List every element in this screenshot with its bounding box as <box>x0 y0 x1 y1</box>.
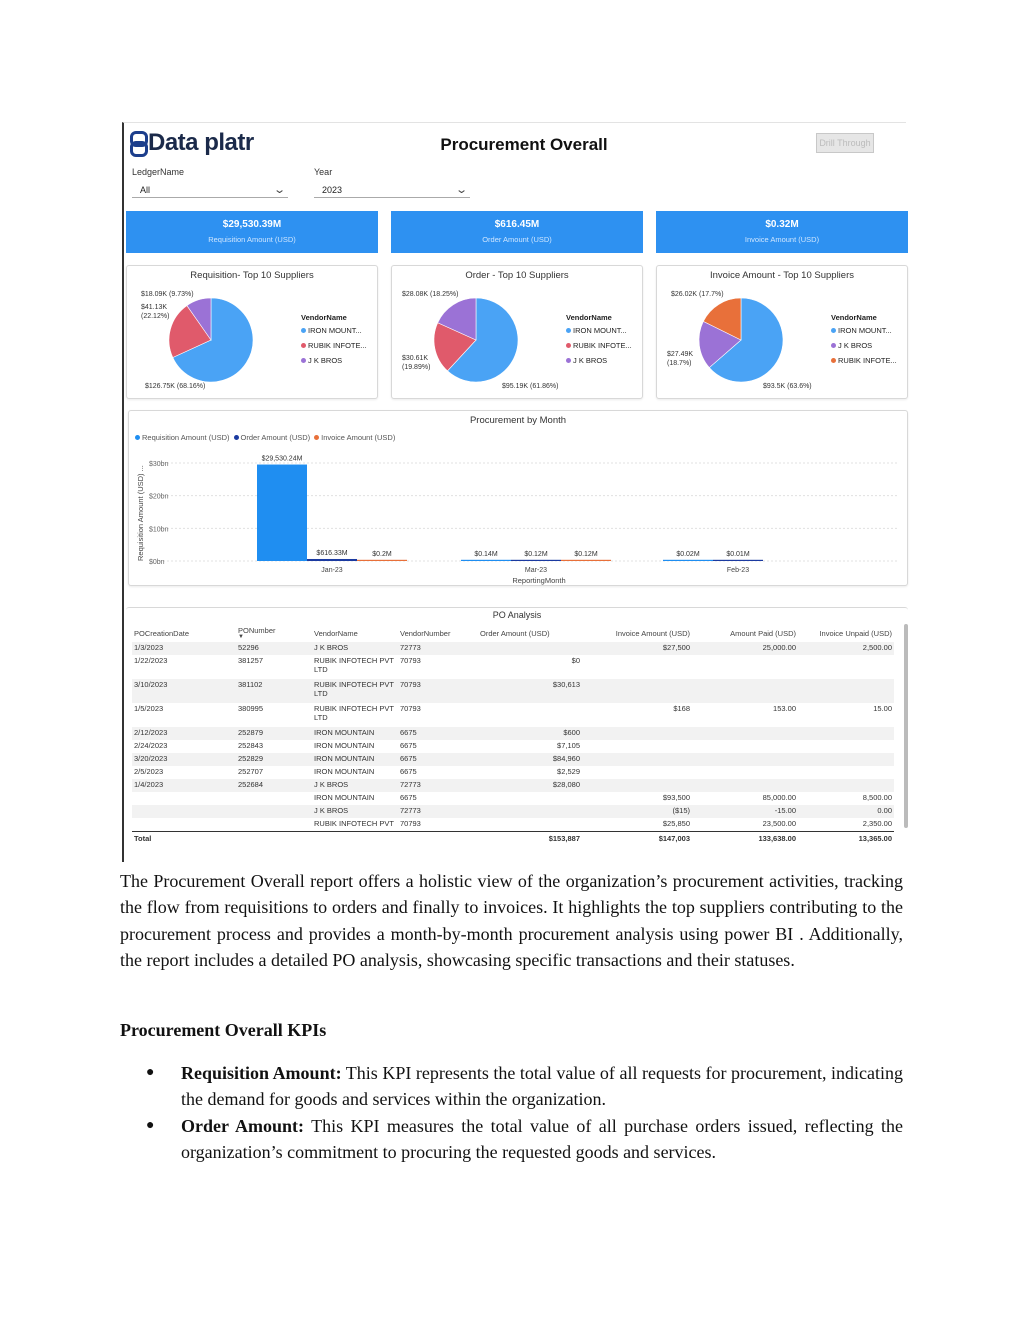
table-title: PO Analysis <box>492 610 542 620</box>
pie-data-label: $30.61K (19.89%) <box>402 355 431 371</box>
chevron-down-icon[interactable]: ⌄ <box>454 184 468 196</box>
pie-data-label: $27.49K (18.7%) <box>667 351 694 367</box>
table-cell: 381102 <box>238 680 263 689</box>
y-tick-label: $20bn <box>149 493 169 501</box>
table-cell: $600 <box>563 728 580 737</box>
table-row[interactable] <box>132 805 894 818</box>
table-cell <box>236 792 312 805</box>
table-cell: 25,000.00 <box>762 643 796 652</box>
table-cell <box>798 655 894 679</box>
column-header-label: PONumber <box>238 626 276 635</box>
table-cell: 252843 <box>238 741 264 750</box>
column-header[interactable]: Order Amount (USD) <box>480 628 550 638</box>
table-cell <box>692 766 798 779</box>
bullet-term: Order Amount: <box>181 1115 305 1136</box>
legend-item[interactable] <box>301 326 367 335</box>
table-cell: $84,960 <box>552 754 580 763</box>
table-cell: $93,500 <box>662 793 690 802</box>
table-cell <box>236 805 312 818</box>
y-tick-label: $10bn <box>149 526 169 534</box>
slicer-value: 2023 <box>322 184 343 195</box>
table-cell: 2,500.00 <box>862 643 892 652</box>
kpi-value: $0.32M <box>765 219 799 230</box>
legend-label: J K BROS <box>838 341 873 350</box>
kpi-card-invoice[interactable] <box>656 211 908 253</box>
legend-dot <box>301 343 306 348</box>
table-cell: 70793 <box>400 819 421 828</box>
bar[interactable] <box>307 559 357 561</box>
table-cell <box>692 655 798 679</box>
pie-data-label: $28.08K (18.25%) <box>402 291 459 298</box>
table-cell: 252879 <box>238 728 264 737</box>
table-cell: 252829 <box>238 754 264 763</box>
legend-item[interactable] <box>566 341 632 350</box>
table-cell <box>582 766 692 779</box>
legend-item[interactable] <box>301 341 367 350</box>
kpi-label: Invoice Amount (USD) <box>744 235 820 244</box>
table-cell: 1/4/2023 <box>134 780 164 789</box>
y-axis-label: Requisition Amount (USD) ... <box>136 465 145 561</box>
table-row[interactable] <box>132 753 894 766</box>
bar[interactable] <box>511 560 561 561</box>
pie-legend <box>301 313 367 371</box>
table-cell <box>798 727 894 740</box>
pie-data-label: $26.02K (17.7%) <box>671 291 724 298</box>
pie-data-label: $95.19K (61.86%) <box>502 383 559 390</box>
column-header[interactable]: Invoice Unpaid (USD) <box>819 628 892 638</box>
slicer-label: LedgerName <box>132 167 185 177</box>
logo <box>128 129 254 157</box>
table-cell <box>582 753 692 766</box>
table-cell: 153.00 <box>773 704 796 713</box>
slicer-label: Year <box>314 167 333 177</box>
pie-data-label: $126.75K (68.16%) <box>145 383 206 390</box>
legend-label: IRON MOUNT... <box>573 326 627 335</box>
table-cell <box>132 805 236 818</box>
table-scrollbar[interactable] <box>904 624 908 828</box>
total-cell: 13,365.00 <box>798 831 894 844</box>
table-cell <box>798 753 894 766</box>
slicer-dropdown[interactable] <box>314 182 470 198</box>
table-cell: 381257 <box>238 656 264 665</box>
table-cell: J K BROS <box>314 780 349 789</box>
table-cell: -15.00 <box>774 806 796 815</box>
table-cell <box>798 740 894 753</box>
table-cell: 72773 <box>400 643 421 652</box>
list-item <box>146 1113 903 1166</box>
legend-label: Order Amount (USD) <box>240 433 311 442</box>
total-cell: Total <box>132 831 236 844</box>
total-cell <box>312 831 398 844</box>
table-row[interactable] <box>132 818 894 831</box>
table-cell <box>478 792 582 805</box>
table-cell: 23,500.00 <box>762 819 796 828</box>
table-cell <box>236 818 312 831</box>
chevron-down-icon[interactable]: ⌄ <box>272 184 286 196</box>
table-cell: 70793 <box>400 680 421 689</box>
data-platr-logo-icon <box>128 131 144 155</box>
pie-data-label: $41.13K (22.12%) <box>141 304 170 320</box>
table-cell: 72773 <box>400 780 421 789</box>
bar-data-label: $29,530.24M <box>261 455 303 463</box>
invoice-top-suppliers-pie[interactable] <box>656 265 908 399</box>
table-cell: RUBIK INFOTECH PVT LTD <box>314 680 394 698</box>
table-cell <box>798 766 894 779</box>
sort-desc-icon[interactable]: ▼ <box>238 634 244 640</box>
y-tick-label: $0bn <box>149 559 165 566</box>
table-cell: 252684 <box>238 780 264 789</box>
bar-data-label: $0.2M <box>372 550 392 558</box>
column-header[interactable]: VendorNumber <box>400 628 451 638</box>
table-cell: $7,105 <box>557 741 580 750</box>
kpi-value: $616.45M <box>494 219 540 230</box>
kpi-card-order[interactable] <box>391 211 643 253</box>
report-title: Procurement Overall <box>440 135 608 154</box>
legend-label: IRON MOUNT... <box>308 326 362 335</box>
table-row[interactable] <box>132 792 894 805</box>
table-cell: 85,000.00 <box>762 793 796 802</box>
table-cell <box>132 792 236 805</box>
table-cell: $2,529 <box>557 767 580 776</box>
y-tick-label: $30bn <box>149 461 169 468</box>
kpi-card-requisition[interactable] <box>126 211 378 253</box>
legend-title: VendorName <box>831 313 877 322</box>
column-header[interactable]: Amount Paid (USD) <box>730 628 796 638</box>
legend-title: VendorName <box>301 313 347 322</box>
total-cell <box>398 831 478 844</box>
legend-item[interactable] <box>831 326 897 335</box>
table-cell: 2/12/2023 <box>134 728 168 737</box>
table-cell: 70793 <box>400 704 421 713</box>
column-header[interactable]: VendorName <box>314 628 358 638</box>
legend-label: J K BROS <box>308 356 343 365</box>
list-item <box>146 1060 903 1113</box>
table-cell: RUBIK INFOTECH PVT <box>314 819 395 828</box>
legend-item[interactable] <box>301 356 367 365</box>
bullet-term: Requisition Amount: <box>181 1063 342 1083</box>
bullet-desc: This KPI represents the total value of all requests for procurement, indicating the demand for goods and services within the organization. <box>181 1063 903 1110</box>
column-header[interactable] <box>236 624 312 642</box>
bar-data-label: $0.01M <box>726 550 750 558</box>
legend-title: VendorName <box>566 313 612 322</box>
table-total-row <box>132 831 894 844</box>
table-cell: RUBIK INFOTECH PVT LTD <box>314 656 394 674</box>
table-cell: 6675 <box>400 767 417 776</box>
table-row[interactable] <box>132 727 894 740</box>
kpi-value: $29,530.39M <box>222 219 282 230</box>
power-bi-report <box>122 122 906 862</box>
table-row[interactable] <box>132 642 894 655</box>
column-header[interactable]: POCreationDate <box>134 628 190 638</box>
legend-dot <box>301 358 306 363</box>
table-cell: J K BROS <box>314 643 349 652</box>
table-cell <box>692 779 798 792</box>
table-cell: 6675 <box>400 754 417 763</box>
po-table <box>132 624 894 844</box>
table-cell: RUBIK INFOTECH PVT LTD <box>314 704 394 722</box>
drill-through-button[interactable]: Drill Through <box>816 133 874 153</box>
table-cell: 52296 <box>238 643 259 652</box>
bar[interactable] <box>561 560 611 561</box>
legend-item[interactable] <box>566 356 632 365</box>
table-cell <box>478 818 582 831</box>
table-cell: $0 <box>571 656 580 665</box>
table-cell: 0.00 <box>877 806 892 815</box>
total-cell: $147,003 <box>582 831 692 844</box>
table-cell: 2,350.00 <box>862 819 892 828</box>
table-cell <box>478 642 582 655</box>
table-cell: 2/5/2023 <box>134 767 164 776</box>
table-cell: 380995 <box>238 704 264 713</box>
bar-data-label: $0.14M <box>474 550 498 558</box>
table-row[interactable] <box>132 703 894 727</box>
table-cell <box>692 753 798 766</box>
table-cell <box>582 679 692 703</box>
chart-title: Procurement by Month <box>469 415 567 426</box>
table-cell <box>798 779 894 792</box>
pie-title: Requisition- Top 10 Suppliers <box>190 270 314 281</box>
table-cell: 1/3/2023 <box>134 643 164 652</box>
legend-dot <box>301 328 306 333</box>
table-cell: 72773 <box>400 806 421 815</box>
legend-dot <box>831 343 836 348</box>
bar-chart-plot[interactable] <box>129 411 909 587</box>
table-cell: 70793 <box>400 656 421 665</box>
bar-data-label: $616.33M <box>316 549 348 557</box>
ledger-name-slicer[interactable] <box>132 167 288 198</box>
table-cell: 252707 <box>238 767 264 776</box>
table-cell <box>692 727 798 740</box>
table-cell: 2/24/2023 <box>134 741 168 750</box>
legend-label: RUBIK INFOTE... <box>573 341 632 350</box>
x-axis-label: ReportingMonth <box>512 576 566 585</box>
table-cell: J K BROS <box>314 806 349 815</box>
table-row[interactable] <box>132 766 894 779</box>
table-row[interactable] <box>132 655 894 679</box>
legend-dot <box>831 358 836 363</box>
slicer-dropdown[interactable] <box>132 182 288 198</box>
table-cell: $27,500 <box>662 643 690 652</box>
table-cell: 1/5/2023 <box>134 704 164 713</box>
bar-data-label: $0.02M <box>676 550 700 558</box>
table-cell <box>692 679 798 703</box>
legend-label: IRON MOUNT... <box>838 326 892 335</box>
description-paragraph: The Procurement Overall report offers a holistic view of the organization’s procurement activities, tracking the flow from requisitions to orders and finally to invoices. It highlights the top suppliers contributing to the procurement process and provides a month-by-month procurement analysis using power BI . Additionally, the report includes a detailed PO analysis, showcasing specific transactions and their statuses. <box>120 871 903 971</box>
order-top-suppliers-pie[interactable] <box>391 265 643 399</box>
bar[interactable] <box>257 465 307 561</box>
bar[interactable] <box>461 560 511 561</box>
table-cell: IRON MOUNTAIN <box>314 793 375 802</box>
bar[interactable] <box>663 560 713 561</box>
kpi-label: Order Amount (USD) <box>482 235 552 244</box>
table-cell <box>132 818 236 831</box>
legend-item[interactable] <box>831 356 897 365</box>
table-cell: IRON MOUNTAIN <box>314 728 375 737</box>
legend-dot <box>831 328 836 333</box>
table-cell: $25,850 <box>662 819 690 828</box>
legend-label: RUBIK INFOTE... <box>308 341 367 350</box>
table-cell: $30,613 <box>552 680 580 689</box>
section-heading: Procurement Overall KPIs <box>120 1020 327 1040</box>
requisition-top-suppliers-pie[interactable] <box>126 265 378 399</box>
bar-data-label: $0.12M <box>574 550 598 558</box>
bar[interactable] <box>713 560 763 561</box>
po-analysis-table[interactable] <box>126 607 908 843</box>
legend-dot <box>566 328 571 333</box>
bullet-icon: ● <box>146 1065 155 1080</box>
pie-data-label: $18.09K (9.73%) <box>141 291 194 298</box>
table-row[interactable] <box>132 679 894 703</box>
table-cell <box>478 805 582 818</box>
total-cell <box>236 831 312 844</box>
table-cell: IRON MOUNTAIN <box>314 754 375 763</box>
x-tick-label: Mar-23 <box>524 567 548 574</box>
total-cell: 133,638.00 <box>692 831 798 844</box>
table-cell: ($15) <box>672 806 690 815</box>
table-cell: 6675 <box>400 741 417 750</box>
table-cell: IRON MOUNTAIN <box>314 741 375 750</box>
x-tick-label: Feb-23 <box>726 567 750 574</box>
logo-text: Data platr <box>148 129 254 156</box>
table-cell: 8,500.00 <box>862 793 892 802</box>
table-cell: 6675 <box>400 793 417 802</box>
legend-label: J K BROS <box>573 356 608 365</box>
pie-legend <box>566 313 632 371</box>
bullet-desc: This KPI measures the total value of all purchase orders issued, reflecting the organization’s commitment to procuring the requested goods and services. <box>181 1115 903 1163</box>
table-cell: 15.00 <box>873 704 892 713</box>
pie-data-label: $93.5K (63.6%) <box>763 383 812 390</box>
legend-label: RUBIK INFOTE... <box>838 356 897 365</box>
procurement-by-month-chart[interactable] <box>128 410 908 586</box>
column-header[interactable]: Invoice Amount (USD) <box>615 628 690 638</box>
table-cell <box>798 679 894 703</box>
legend-item[interactable] <box>831 341 897 350</box>
year-slicer[interactable] <box>314 167 470 198</box>
table-header-row <box>132 624 894 642</box>
bar[interactable] <box>357 560 407 561</box>
table-cell <box>582 740 692 753</box>
table-row[interactable] <box>132 779 894 792</box>
table-cell <box>582 779 692 792</box>
table-cell: $168 <box>673 704 690 713</box>
legend-label: Requisition Amount (USD) <box>142 433 230 442</box>
table-cell <box>692 740 798 753</box>
table-body <box>132 642 894 831</box>
table-cell <box>582 655 692 679</box>
x-tick-label: Jan-23 <box>321 567 343 574</box>
kpi-label: Requisition Amount (USD) <box>208 235 296 244</box>
table-cell: 6675 <box>400 728 417 737</box>
legend-dot <box>566 343 571 348</box>
table-cell: 3/20/2023 <box>134 754 168 763</box>
table-row[interactable] <box>132 740 894 753</box>
table-cell <box>478 703 582 727</box>
slicer-value: All <box>140 184 151 195</box>
kpi-bullet-list <box>146 1060 903 1166</box>
total-cell: $153,887 <box>478 831 582 844</box>
pie-title: Invoice Amount - Top 10 Suppliers <box>710 270 854 281</box>
legend-dot <box>566 358 571 363</box>
table-cell <box>582 727 692 740</box>
table-cell: 1/22/2023 <box>134 656 168 665</box>
bullet-icon: ● <box>146 1117 155 1133</box>
pie-title: Order - Top 10 Suppliers <box>465 270 569 281</box>
table-cell: $28,080 <box>552 780 580 789</box>
table-cell: 3/10/2023 <box>134 680 168 689</box>
bar-data-label: $0.12M <box>524 550 548 558</box>
table-cell: IRON MOUNTAIN <box>314 767 375 776</box>
pie-legend <box>831 313 897 371</box>
legend-item[interactable] <box>566 326 632 335</box>
legend-label: Invoice Amount (USD) <box>321 433 396 442</box>
